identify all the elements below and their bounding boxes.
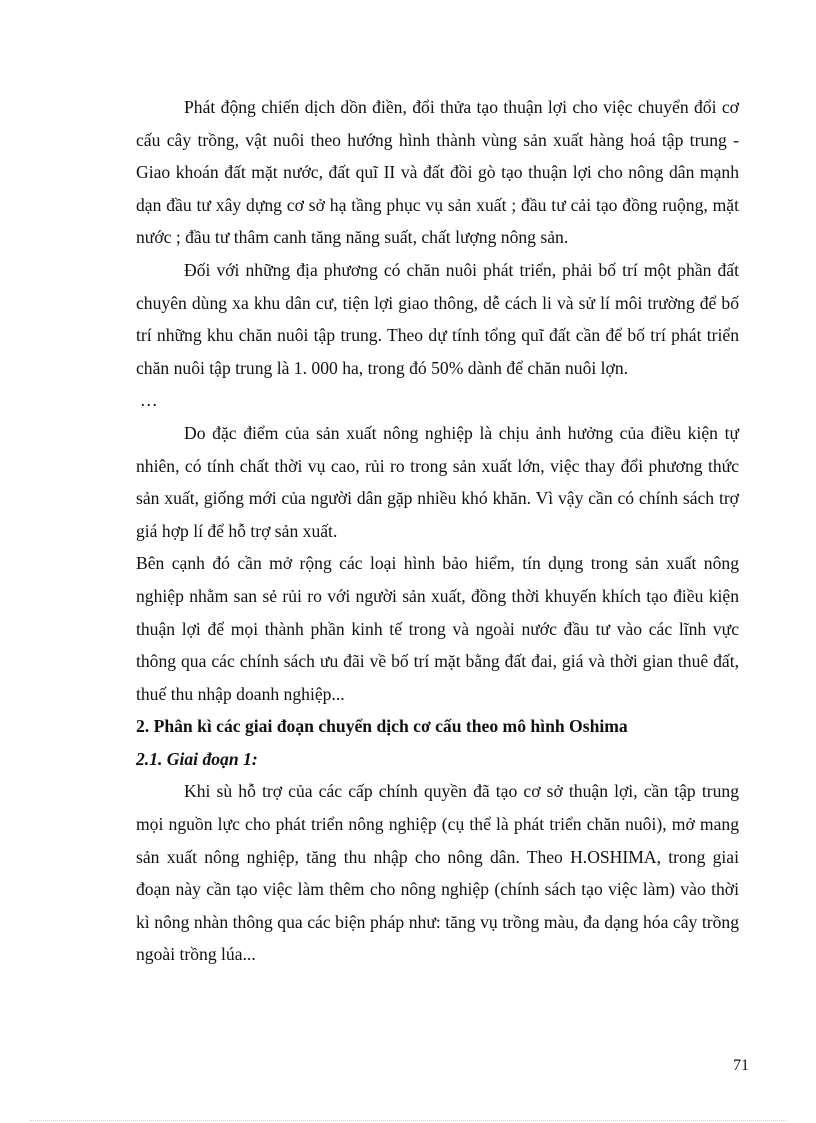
subsection-heading: 2.1. Giai đoạn 1: — [136, 748, 258, 769]
paragraph-stage-one: Khi sù hỗ trợ của các cấp chính quyền đã tạo cơ sở thuận lợi, cần tập trung mọi nguồn lực cho phát triển nông nghiệp (cụ thể là phát triển chăn nuôi), mở mang sản xuất nông nghiệp, tăng thu nhập cho nông dân. Theo H.OSHIMA, trong giai đoạn này cần tạo việc làm thêm cho nông nghiệp (chính sách tạo việc làm) vào thời kì nông nhàn thông qua các biện pháp như: tăng vụ trồng màu, đa dạng hóa cây trồng ngoài trồng lúa... — [136, 781, 739, 965]
page-number: 71 — [733, 1057, 749, 1074]
ellipsis-marker: … — [140, 390, 158, 411]
paragraph-land-consolidation: Phát động chiến dịch dồn điền, đổi thửa tạo thuận lợi cho việc chuyển đổi cơ cấu cây trồng, vật nuôi theo hướng hình thành vùng sản xuất hàng hoá tập trung - Giao khoán đất mặt nước, đất quĩ II và đất đồi gò tạo thuận lợi cho nông dân mạnh dạn đầu tư xây dựng cơ sở hạ tầng phục vụ sản xuất ; đầu tư cải tạo đồng ruộng, mặt nước ; đầu tư thâm canh tăng năng suất, chất lượng nông sản. — [136, 97, 739, 248]
section-heading: 2. Phân kì các giai đoạn chuyển dịch cơ cấu theo mô hình Oshima — [136, 716, 628, 737]
page-bottom-divider — [30, 1120, 786, 1121]
paragraph-insurance-credit: Bên cạnh đó cần mở rộng các loại hình bảo hiểm, tín dụng trong sản xuất nông nghiệp nhằm san sẻ rủi ro với người sản xuất, đồng thời khuyến khích tạo điều kiện thuận lợi để mọi thành phần kinh tế trong và ngoài nước đầu tư vào các lĩnh vực thông qua các chính sách ưu đãi về bố trí mặt bằng đất đai, giá và thời gian thuê đất, thuế thu nhập doanh nghiệp... — [136, 553, 739, 704]
paragraph-livestock-zones: Đối với những địa phương có chăn nuôi phát triển, phải bố trí một phần đất chuyên dùng xa khu dân cư, tiện lợi giao thông, dễ cách li và sử lí môi trường để bố trí những khu chăn nuôi tập trung. Theo dự tính tổng quĩ đất cần để bố trí phát triển chăn nuôi tập trung là 1. 000 ha, trong đó 50% dành để chăn nuôi lợn. — [136, 259, 739, 378]
paragraph-price-support: Do đặc điểm của sản xuất nông nghiệp là chịu ảnh hưởng của điều kiện tự nhiên, có tính chất thời vụ cao, rủi ro trong sản xuất lớn, việc thay đổi phương thức sản xuất, giống mới của người dân gặp nhiều khó khăn. Vì vậy cần có chính sách trợ giá hợp lí để hỗ trợ sản xuất. — [136, 422, 739, 541]
body-text — [136, 91, 739, 971]
